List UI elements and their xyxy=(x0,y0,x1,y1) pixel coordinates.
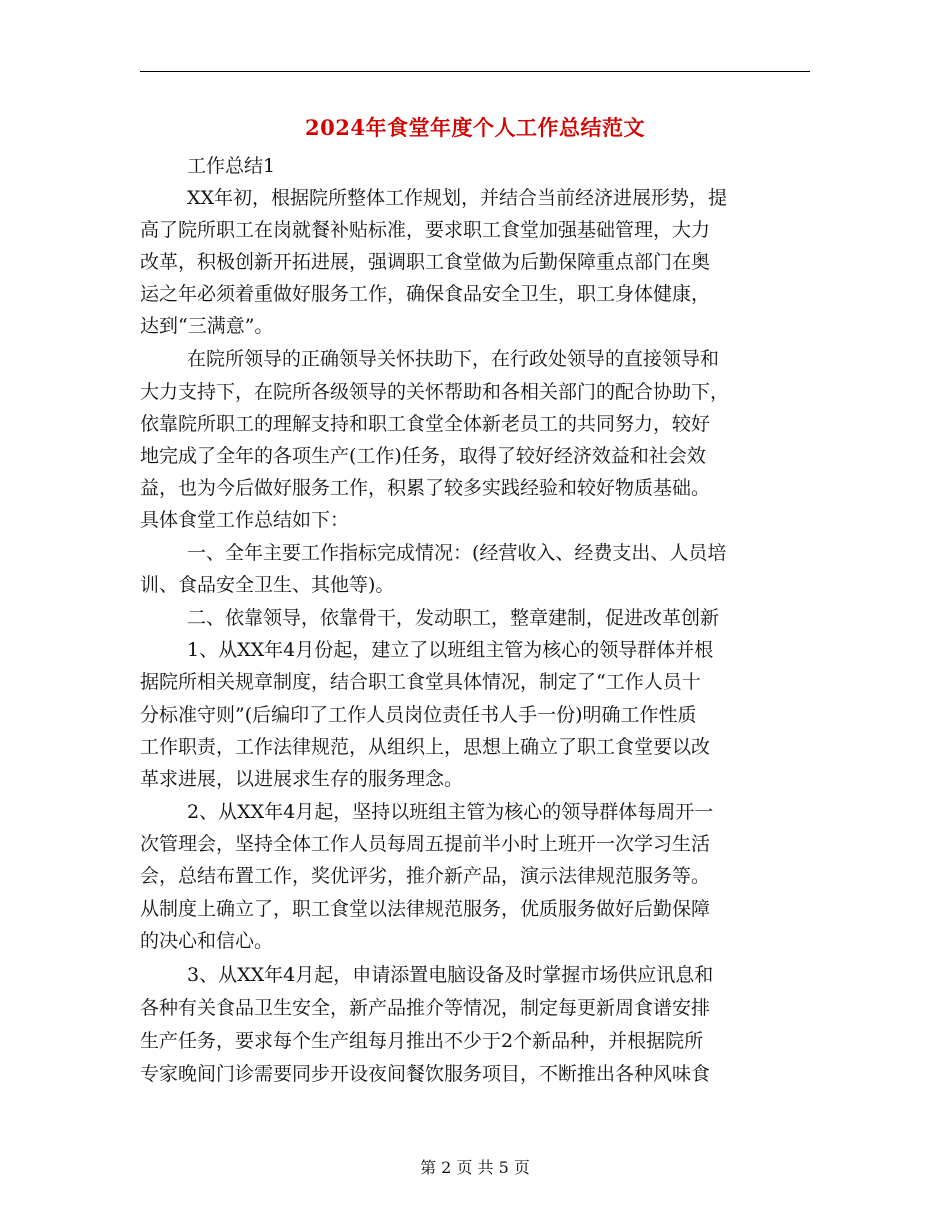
header-rule xyxy=(140,71,810,72)
text-line: 生产任务，要求每个生产组每月推出不少于2个新品种，并根据院所 xyxy=(140,1030,704,1052)
text-line: 地完成了全年的各项生产(工作)任务，取得了较好经济效益和社会效 xyxy=(140,445,706,467)
text-line: XX年初，根据院所整体工作规划，并结合当前经济进展形势，提 xyxy=(187,187,728,209)
document-title: 2024年食堂年度个人工作总结范文 xyxy=(305,115,645,140)
section-heading: 工作总结1 xyxy=(187,155,276,177)
section-heading: 二、依靠领导，依靠骨干，发动职工，整章建制，促进改革创新 xyxy=(187,607,720,629)
text-line: 1、从XX年4月份起，建立了以班组主管为核心的领导群体并根 xyxy=(187,639,714,661)
text-line: 次管理会，坚持全体工作人员每周五提前半小时上班开一次学习生活 xyxy=(140,833,711,855)
text-line: 一、全年主要工作指标完成情况：(经营收入、经费支出、人员培 xyxy=(187,542,727,564)
text-line: 专家晚间门诊需要同步开设夜间餐饮服务项目，不断推出各种风味食 xyxy=(140,1063,711,1085)
page-footer: 第 2 页 共 5 页 xyxy=(420,1158,530,1177)
text-line: 具体食堂工作总结如下： xyxy=(140,509,350,531)
text-line: 达到“三满意”。 xyxy=(140,315,274,337)
text-line: 2、从XX年4月起，坚持以班组主管为核心的领导群体每周开一 xyxy=(187,801,714,823)
text-line: 工作职责，工作法律规范，从组织上，思想上确立了职工食堂要以改 xyxy=(140,736,711,758)
text-line: 会，总结布置工作，奖优评劣，推介新产品，演示法律规范服务等。 xyxy=(140,865,711,887)
text-line: 各种有关食品卫生安全，新产品推介等情况，制定每更新周食谱安排 xyxy=(140,997,711,1019)
text-line: 高了院所职工在岗就餐补贴标准，要求职工食堂加强基础管理，大力 xyxy=(140,219,711,241)
text-line: 3、从XX年4月起，申请添置电脑设备及时掌握市场供应讯息和 xyxy=(187,964,714,986)
text-line: 训、食品安全卫生、其他等)。 xyxy=(140,574,395,596)
text-line: 大力支持下，在院所各级领导的关怀帮助和各相关部门的配合协助下， xyxy=(140,381,730,403)
text-line: 的决心和信心。 xyxy=(140,930,274,952)
text-line: 据院所相关规章制度，结合职工食堂具体情况，制定了“工作人员十 xyxy=(140,671,701,693)
text-line: 革求进展，以进展求生存的服务理念。 xyxy=(140,768,464,790)
text-line: 益，也为今后做好服务工作，积累了较多实践经验和较好物质基础。 xyxy=(140,477,711,499)
text-line: 改革，积极创新开拓进展，强调职工食堂做为后勤保障重点部门在奥 xyxy=(140,251,711,273)
text-line: 从制度上确立了，职工食堂以法律规范服务，优质服务做好后勤保障 xyxy=(140,898,711,920)
text-line: 运之年必须着重做好服务工作，确保食品安全卫生，职工身体健康， xyxy=(140,283,711,305)
text-line: 分标准守则”(后编印了工作人员岗位责任书人手一份)明确工作性质 xyxy=(140,704,697,726)
text-line: 依靠院所职工的理解支持和职工食堂全体新老员工的共同努力，较好 xyxy=(140,413,711,435)
text-line: 在院所领导的正确领导关怀扶助下，在行政处领导的直接领导和 xyxy=(187,348,720,370)
